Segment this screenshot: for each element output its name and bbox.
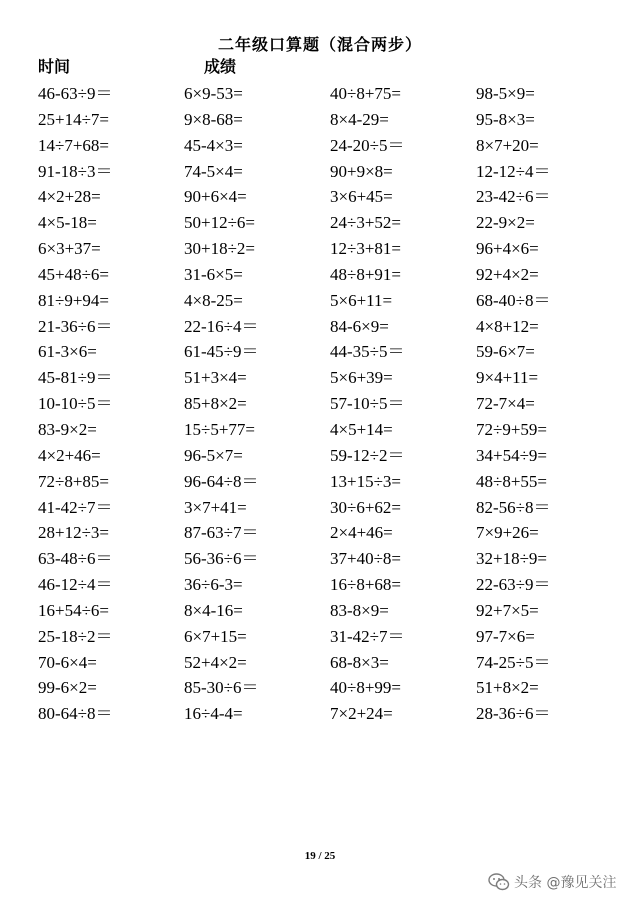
problem-cell: 81÷9+94= (38, 290, 110, 310)
problem-cell: 4×5-18= (38, 213, 97, 233)
problem-grid (38, 81, 628, 727)
problem-cell: 51+3×4= (184, 368, 247, 388)
problem-cell: 21-36÷6＝ (38, 316, 113, 336)
problem-cell: 24÷3+52= (330, 213, 402, 233)
problem-cell: 91-18÷3＝ (38, 161, 113, 181)
wechat-icon (488, 872, 510, 892)
problem-cell: 8×4-16= (184, 600, 243, 620)
time-label: 时间 (38, 57, 71, 76)
problem-cell: 16+54÷6= (38, 600, 110, 620)
problem-cell: 96+4×6= (476, 239, 539, 259)
problem-cell: 72-7×4= (476, 394, 535, 414)
problem-cell: 40÷8+99= (330, 678, 402, 698)
problem-cell: 12-12÷4＝ (476, 161, 551, 181)
problem-cell: 25-18÷2＝ (38, 626, 113, 646)
problem-cell: 4×8+12= (476, 316, 539, 336)
problem-cell: 8×4-29= (330, 109, 389, 129)
problem-cell: 59-6×7= (476, 342, 535, 362)
problem-cell: 22-9×2= (476, 213, 535, 233)
problem-cell: 2×4+46= (330, 523, 393, 543)
problem-cell: 4×5+14= (330, 419, 393, 439)
problem-cell: 92+4×2= (476, 264, 539, 284)
problem-cell: 48÷8+55= (476, 471, 548, 491)
problem-cell: 92+7×5= (476, 600, 539, 620)
problem-cell: 61-45÷9＝ (184, 342, 259, 362)
problem-cell: 6×7+15= (184, 626, 247, 646)
problem-cell: 30+18÷2= (184, 239, 256, 259)
problem-cell: 97-7×6= (476, 626, 535, 646)
problem-cell: 34+54÷9= (476, 445, 548, 465)
problem-cell: 72÷8+85= (38, 471, 110, 491)
problem-cell: 99-6×2= (38, 678, 97, 698)
problem-cell: 57-10÷5＝ (330, 394, 405, 414)
problem-cell: 50+12÷6= (184, 213, 256, 233)
problem-cell: 80-64÷8＝ (38, 704, 113, 724)
problem-cell: 7×9+26= (476, 523, 539, 543)
problem-cell: 5×6+39= (330, 368, 393, 388)
problem-cell: 3×7+41= (184, 497, 247, 517)
problem-cell: 82-56÷8＝ (476, 497, 551, 517)
problem-cell: 31-42÷7＝ (330, 626, 405, 646)
problem-cell: 15÷5+77= (184, 419, 256, 439)
problem-cell: 4×8-25= (184, 290, 243, 310)
page-title: 二年级口算题（混合两步） (217, 35, 422, 54)
problem-cell: 3×6+45= (330, 187, 393, 207)
watermark (488, 872, 616, 892)
problem-cell: 90+9×8= (330, 161, 393, 181)
problem-cell: 70-6×4= (38, 652, 97, 672)
problem-cell: 68-8×3= (330, 652, 389, 672)
problem-cell: 8×7+20= (476, 135, 539, 155)
problem-cell: 25+14÷7= (38, 109, 110, 129)
problem-cell: 13+15÷3= (330, 471, 402, 491)
problem-cell: 5×6+11= (330, 290, 393, 310)
problem-cell: 61-3×6= (38, 342, 97, 362)
problem-cell: 74-5×4= (184, 161, 243, 181)
problem-cell: 96-5×7= (184, 445, 243, 465)
problem-cell: 51+8×2= (476, 678, 539, 698)
problem-cell: 16÷8+68= (330, 575, 402, 595)
problem-cell: 41-42÷7＝ (38, 497, 113, 517)
problem-cell: 10-10÷5＝ (38, 394, 113, 414)
problem-cell: 44-35÷5＝ (330, 342, 405, 362)
problem-cell: 36÷6-3= (184, 575, 243, 595)
problem-cell: 87-63÷7＝ (184, 523, 259, 543)
problem-cell: 83-9×2= (38, 419, 97, 439)
problem-cell: 46-63÷9＝ (38, 84, 113, 103)
problem-cell: 59-12÷2＝ (330, 445, 405, 465)
problem-cell: 48÷8+91= (330, 264, 402, 284)
problem-cell: 40÷8+75= (330, 84, 402, 103)
problem-cell: 96-64÷8＝ (184, 471, 259, 491)
problem-cell: 85-30÷6＝ (184, 678, 259, 698)
problem-cell: 9×8-68= (184, 109, 243, 129)
problem-cell: 14÷7+68= (38, 135, 110, 155)
problem-cell: 90+6×4= (184, 187, 247, 207)
problem-cell: 84-6×9= (330, 316, 389, 336)
problem-cell: 95-8×3= (476, 109, 535, 129)
problem-cell: 45-81÷9＝ (38, 368, 113, 388)
problem-cell: 6×9-53= (184, 84, 243, 103)
problem-cell: 24-20÷5＝ (330, 135, 405, 155)
problem-cell: 28+12÷3= (38, 523, 110, 543)
problem-cell: 63-48÷6＝ (38, 549, 113, 569)
problem-cell: 85+8×2= (184, 394, 247, 414)
problem-cell: 52+4×2= (184, 652, 247, 672)
problem-cell: 28-36÷6＝ (476, 704, 551, 724)
problem-cell: 23-42÷6＝ (476, 187, 551, 207)
problem-cell: 56-36÷6＝ (184, 549, 259, 569)
problem-cell: 9×4+11= (476, 368, 539, 388)
watermark-text: 头条 @豫见关注 (514, 875, 617, 891)
problem-cell: 72÷9+59= (476, 419, 548, 439)
problem-cell: 98-5×9= (476, 84, 535, 103)
problem-cell: 45-4×3= (184, 135, 243, 155)
problem-cell: 22-16÷4＝ (184, 316, 259, 336)
problem-cell: 16÷4-4= (184, 704, 243, 724)
problem-cell: 12÷3+81= (330, 239, 402, 259)
score-label: 成绩 (204, 57, 237, 76)
problem-cell: 6×3+37= (38, 239, 101, 259)
problem-cell: 37+40÷8= (330, 549, 402, 569)
problem-cell: 31-6×5= (184, 264, 243, 284)
problem-cell: 46-12÷4＝ (38, 575, 113, 595)
problem-cell: 83-8×9= (330, 600, 389, 620)
problem-cell: 45+48÷6= (38, 264, 110, 284)
problem-cell: 4×2+46= (38, 445, 101, 465)
problem-cell: 68-40÷8＝ (476, 290, 551, 310)
problem-cell: 4×2+28= (38, 187, 101, 207)
problem-cell: 30÷6+62= (330, 497, 402, 517)
page-number: 19 / 25 (304, 850, 336, 862)
problem-cell: 22-63÷9＝ (476, 575, 551, 595)
problem-cell: 7×2+24= (330, 704, 393, 724)
problem-cell: 32+18÷9= (476, 549, 548, 569)
problem-cell: 74-25÷5＝ (476, 652, 551, 672)
